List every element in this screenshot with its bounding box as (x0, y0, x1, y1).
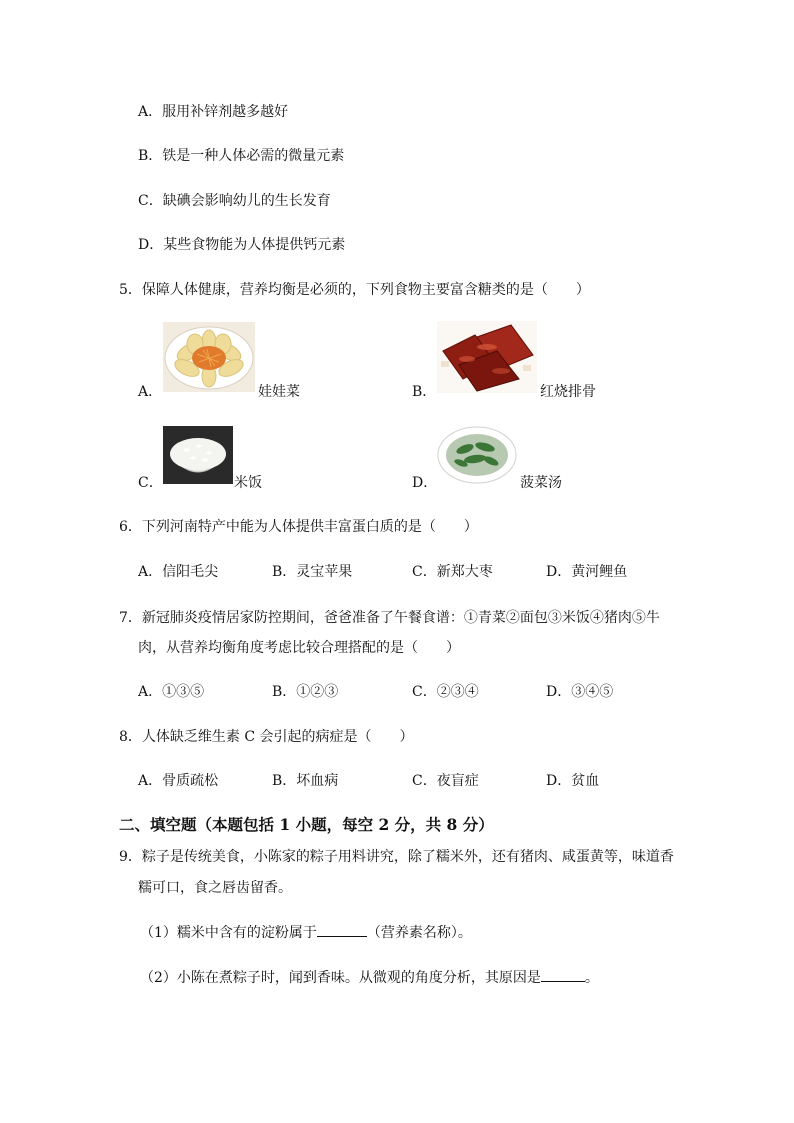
q7-option-b (272, 683, 338, 701)
spinach-soup-icon (437, 425, 517, 484)
option-letter: A． (138, 684, 163, 700)
braised-ribs-icon (437, 321, 537, 393)
rice-bowl-image (163, 426, 233, 484)
q9-subquestion-2 (140, 969, 599, 987)
q4-option-a (138, 103, 288, 121)
option-letter: D． (138, 237, 164, 253)
baby-cabbage-dish-icon (163, 322, 255, 392)
answer-blank[interactable] (317, 924, 367, 937)
option-text: 骨质疏松 (162, 773, 219, 789)
q8-stem: 8．人体缺乏维生素 C 会引起的病症是（ ） (119, 729, 414, 745)
option-letter: D． (546, 564, 572, 580)
subquestion-text: （2）小陈在煮粽子时，闻到香味。从微观的角度分析，其原因是 (140, 970, 541, 986)
option-letter: C． (412, 564, 437, 580)
q4-option-b (138, 147, 344, 165)
braised-ribs-image (437, 321, 537, 393)
q5-option-c-letter: C． (138, 475, 163, 491)
option-letter: A． (138, 773, 163, 789)
q9-stem-line2: 糯可口，食之唇齿留香。 (138, 880, 292, 896)
q5-option-b-text: 红烧排骨 (540, 384, 596, 400)
option-text: 新郑大枣 (436, 564, 493, 580)
option-letter: A． (138, 564, 163, 580)
option-text: 贫血 (571, 773, 600, 789)
option-letter: B． (272, 564, 297, 580)
q7-option-d (546, 683, 613, 701)
option-text: 黄河鲤鱼 (571, 564, 628, 580)
option-letter: A． (138, 104, 163, 120)
option-text: ③④⑤ (571, 684, 614, 700)
q5-option-c-text: 米饭 (234, 475, 262, 491)
q5-option-d-letter: D． (412, 475, 438, 491)
q7-stem-line1: 7．新冠肺炎疫情居家防控期间，爸爸准备了午餐食谱：①青菜②面包③米饭④猪肉⑤牛 (119, 610, 660, 626)
q6-option-b (272, 563, 352, 581)
option-letter: D． (546, 684, 572, 700)
q6-option-d (546, 563, 627, 581)
q4-option-d (138, 236, 345, 254)
option-text: 某些食物能为人体提供钙元素 (163, 237, 346, 253)
q5-option-d-text: 菠菜汤 (520, 475, 562, 491)
q9-subquestion-1 (140, 924, 472, 942)
q5-stem: 5．保障人体健康，营养均衡是必须的，下列食物主要富含糖类的是（ ） (119, 282, 590, 298)
q7-stem-line2: 肉，从营养均衡角度考虑比较合理搭配的是（ ） (138, 640, 460, 656)
option-text: 信阳毛尖 (162, 564, 219, 580)
q7-option-a (138, 683, 204, 701)
option-letter: D． (546, 773, 572, 789)
subquestion-text: 。 (584, 970, 599, 986)
option-text: ①②③ (296, 684, 339, 700)
q8-option-d (546, 772, 599, 790)
q7-option-c (412, 683, 479, 701)
option-text: 灵宝苹果 (296, 564, 353, 580)
q6-stem: 6．下列河南特产中能为人体提供丰富蛋白质的是（ ） (119, 519, 478, 535)
q8-option-c (412, 772, 479, 790)
option-text: 服用补锌剂越多越好 (162, 104, 289, 120)
baby-cabbage-dish-image (163, 322, 255, 392)
q4-option-c (138, 192, 331, 210)
option-text: 缺碘会影响幼儿的生长发育 (162, 193, 331, 209)
option-letter: B． (138, 148, 163, 164)
q6-option-c (412, 563, 493, 581)
option-text: ②③④ (436, 684, 479, 700)
q5-option-a-letter: A． (138, 384, 163, 400)
option-letter: C． (412, 684, 437, 700)
option-letter: C． (138, 193, 163, 209)
subquestion-text: （营养素名称）。 (366, 925, 472, 941)
option-letter: B． (272, 684, 297, 700)
q5-option-a-text: 娃娃菜 (258, 384, 300, 400)
subquestion-text: （1）糯米中含有的淀粉属于 (140, 925, 317, 941)
section-heading-fill-in: 二、填空题（本题包括 1 小题，每空 2 分，共 8 分） (119, 815, 494, 834)
q5-option-b-letter: B． (412, 384, 437, 400)
spinach-soup-image (437, 425, 517, 484)
q8-option-b (272, 772, 338, 790)
option-text: 坏血病 (296, 773, 339, 789)
option-text: 铁是一种人体必需的微量元素 (162, 148, 345, 164)
option-letter: B． (272, 773, 297, 789)
rice-bowl-icon (163, 426, 233, 484)
option-text: 夜盲症 (436, 773, 479, 789)
q6-option-a (138, 563, 218, 581)
option-letter: C． (412, 773, 437, 789)
answer-blank[interactable] (541, 969, 585, 982)
option-text: ①③⑤ (162, 684, 205, 700)
q9-stem-line1: 9．粽子是传统美食，小陈家的粽子用料讲究，除了糯米外，还有猪肉、咸蛋黄等，味道香 (119, 849, 674, 865)
q8-option-a (138, 772, 218, 790)
